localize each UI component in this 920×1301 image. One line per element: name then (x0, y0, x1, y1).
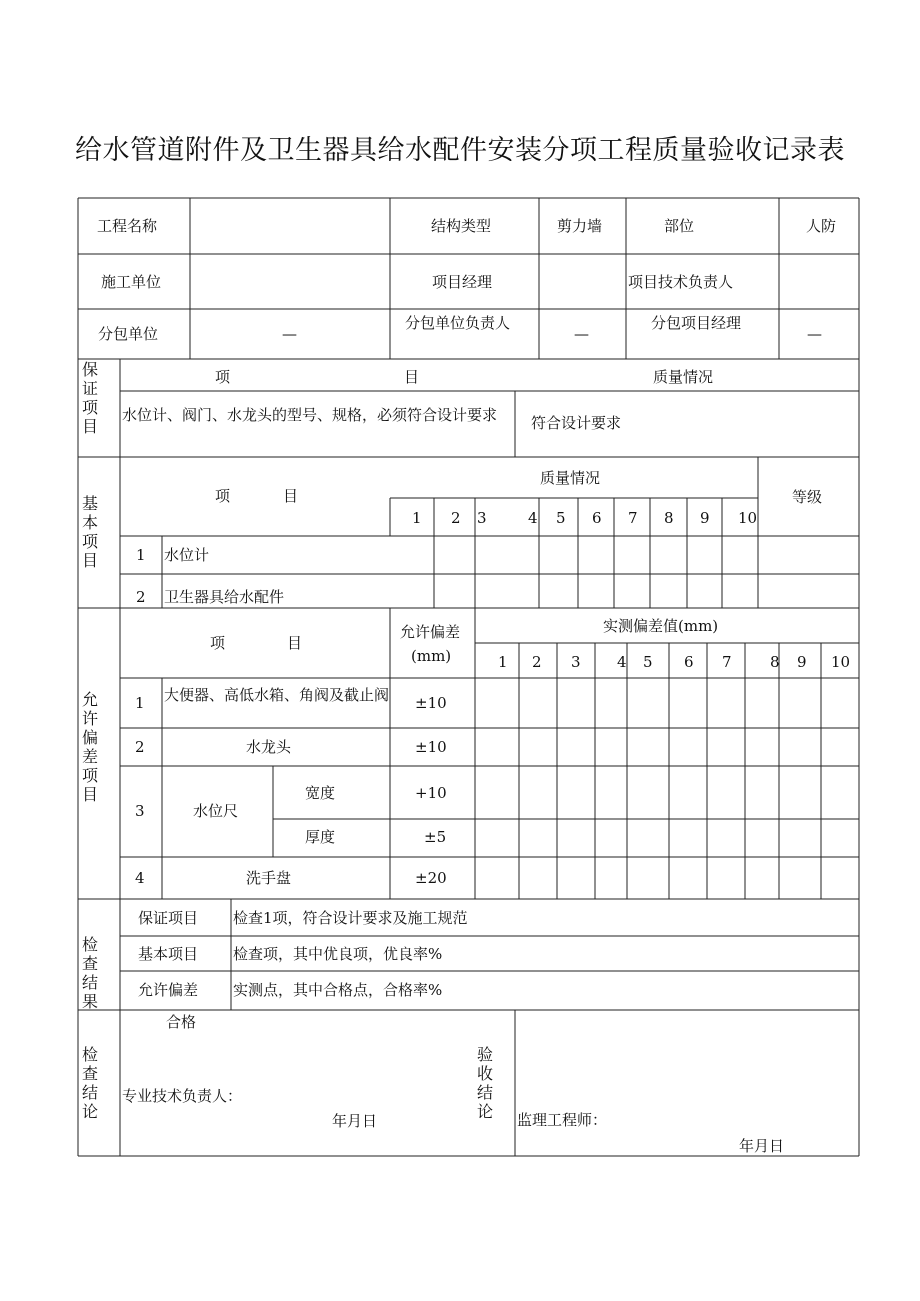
part-label: 部位 (664, 217, 695, 235)
page-title: 给水管道附件及卫生器具给水配件安装分项工程质量验收记录表 (75, 135, 845, 166)
basic-row-number: 1 (136, 546, 146, 564)
results-section-label: 检查结果 (81, 935, 98, 1011)
guarantee-item-header-2: 目 (404, 368, 420, 386)
results-row-text: 检查1项，符合设计要求及施工规范 (233, 909, 468, 927)
tolerance-col-number: 9 (797, 653, 807, 671)
tolerance-subrow-value: ±5 (424, 828, 447, 846)
basic-col-number: 6 (592, 509, 602, 527)
subcontractor-lead-label: 分包单位负责人 (405, 314, 511, 332)
tolerance-row-name: 大便器、高低水箱、角阀及截止阀 (164, 686, 390, 704)
guarantee-item-header-1: 项 (215, 368, 231, 386)
project-manager-label: 项目经理 (432, 273, 493, 291)
tolerance-row-value: ±10 (415, 694, 447, 712)
results-row-label: 保证项目 (138, 909, 199, 927)
basic-row-name: 卫生器具给水配件 (164, 588, 285, 606)
results-row-label: 允许偏差 (138, 981, 199, 999)
project-name-label: 工程名称 (97, 217, 158, 235)
basic-grade-header: 等级 (792, 488, 823, 506)
structure-type-value: 剪力墙 (557, 217, 603, 235)
results-row-label: 基本项目 (138, 945, 199, 963)
tolerance-row-name: 水位尺 (193, 802, 239, 820)
basic-section-label: 基本项目 (81, 494, 98, 570)
basic-col-number: 8 (664, 509, 674, 527)
basic-item-header-1: 项 (215, 487, 231, 505)
tolerance-row-number: 4 (135, 869, 145, 887)
tolerance-col-number: 3 (571, 653, 581, 671)
tolerance-allow-unit: (mm) (411, 647, 452, 665)
tech-lead-label: 项目技术负责人 (628, 273, 734, 291)
basic-col-number: 9 (700, 509, 710, 527)
subcontractor-pm-value: — (807, 325, 822, 343)
basic-col-number: 2 (451, 509, 461, 527)
tolerance-item-header-1: 项 (210, 634, 226, 652)
constructor-label: 施工单位 (101, 273, 162, 291)
conclusion-date-left: 年月日 (332, 1112, 378, 1130)
results-row-text: 实测点，其中合格点，合格率% (233, 981, 443, 999)
tolerance-col-number: 6 (684, 653, 694, 671)
tolerance-subrow-name: 宽度 (305, 784, 336, 802)
supervisor-signature-label: 监理工程师： (517, 1111, 608, 1129)
tolerance-col-number: 2 (532, 653, 542, 671)
subcontractor-lead-value: — (574, 325, 589, 343)
tolerance-col-number: 4 (617, 653, 627, 671)
basic-col-number: 3 (477, 509, 487, 527)
basic-row-number: 2 (136, 588, 146, 606)
guarantee-item-result: 符合设计要求 (531, 414, 622, 432)
tolerance-measured-header: 实测偏差值(mm) (603, 617, 719, 635)
tolerance-subrow-name: 厚度 (305, 828, 336, 846)
basic-col-number: 7 (628, 509, 638, 527)
tolerance-row-number: 1 (135, 694, 145, 712)
tolerance-row-name: 水龙头 (246, 738, 292, 756)
structure-type-label: 结构类型 (431, 217, 492, 235)
tolerance-col-number: 1 (498, 653, 508, 671)
conclusion-verdict: 合格 (166, 1013, 197, 1031)
subcontractor-label: 分包单位 (98, 325, 159, 343)
subcontractor-value: — (282, 325, 297, 343)
tolerance-row-name: 洗手盘 (246, 869, 292, 887)
results-row-text: 检查项，其中优良项，优良率% (233, 945, 443, 963)
basic-item-header-2: 目 (283, 487, 299, 505)
basic-col-number: 4 (528, 509, 538, 527)
tolerance-section-label: 允许偏差项目 (81, 690, 98, 804)
tolerance-col-number: 5 (643, 653, 653, 671)
tolerance-allow-header: 允许偏差 (400, 623, 461, 641)
tolerance-item-header-2: 目 (287, 634, 303, 652)
tolerance-row-number: 3 (135, 802, 145, 820)
tolerance-col-number: 10 (831, 653, 851, 671)
conclusion-date-right: 年月日 (739, 1137, 785, 1155)
basic-col-number: 10 (738, 509, 758, 527)
tolerance-subrow-value: +10 (415, 784, 447, 802)
tolerance-col-number: 7 (722, 653, 732, 671)
part-value: 人防 (806, 217, 837, 235)
basic-row-name: 水位计 (164, 546, 210, 564)
basic-col-number: 1 (412, 509, 422, 527)
subcontractor-pm-label: 分包项目经理 (651, 314, 742, 332)
guarantee-section-label: 保证项目 (81, 360, 98, 436)
guarantee-quality-header: 质量情况 (653, 368, 714, 386)
tolerance-row-value: ±10 (415, 738, 447, 756)
tolerance-row-value: ±20 (415, 869, 447, 887)
basic-quality-header: 质量情况 (540, 469, 601, 487)
basic-col-number: 5 (556, 509, 566, 527)
conclusion-section-label: 检查结论 (81, 1045, 98, 1121)
guarantee-item-text: 水位计、阀门、水龙头的型号、规格，必须符合设计要求 (122, 406, 498, 424)
tolerance-col-number: 8 (770, 653, 780, 671)
acceptance-conclusion-label: 验收结论 (476, 1045, 493, 1121)
tolerance-row-number: 2 (135, 738, 145, 756)
tech-lead-signature-label: 专业技术负责人： (122, 1087, 243, 1105)
